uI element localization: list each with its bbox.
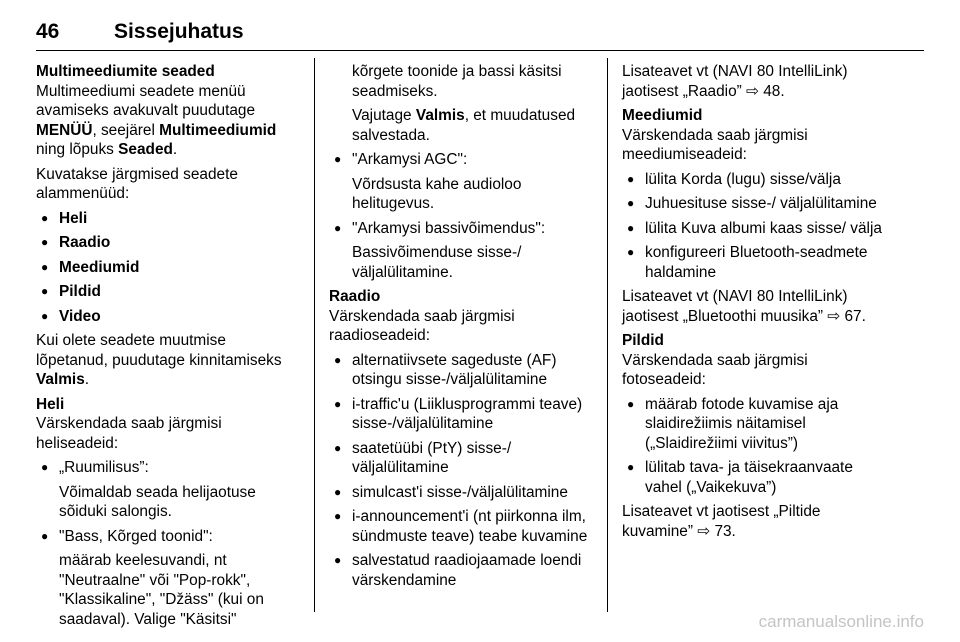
item-label: ● "Bass, Kõrged toonid": bbox=[59, 527, 213, 545]
reference-radio: Lisateavet vt (NAVI 80 IntelliLink) jaotisest „Raadio” ⇨ 48. bbox=[622, 63, 848, 100]
list-item: ● saatetüübi (PtY) sisse-/ väljalülitamine bbox=[329, 439, 597, 478]
list-item: ● i-traffic'u (Liiklusprogrammi teave) sisse-/väljalülitamine bbox=[329, 395, 597, 434]
item-label: ● "Arkamysi AGC": bbox=[352, 151, 468, 168]
section-heading-multimedia: Multimeediumite seaded bbox=[36, 63, 215, 80]
reference-bluetooth: Lisateavet vt (NAVI 80 IntelliLink) jaotisest „Bluetoothi muusika” ⇨ 67. bbox=[622, 288, 866, 325]
item-description: Võimaldab seada helijaotuse sõiduki salongis. bbox=[59, 483, 256, 520]
item-description: määrab keelesuvandi, nt "Neutraalne" või "Pop-rokk", "Klassikaline", "Džäss" (kui on saadaval). Valige "Käsitsi" bbox=[59, 552, 264, 628]
item-label: ● „Ruumilisus”: bbox=[59, 459, 149, 476]
column-1 bbox=[36, 62, 298, 634]
reference-photos: Lisateavet vt jaotisest „Piltide kuvamine” ⇨ 73. bbox=[622, 503, 821, 540]
finish-text: . bbox=[84, 371, 90, 388]
cont-text: Vajutage bbox=[352, 107, 412, 124]
list-item bbox=[329, 150, 597, 214]
list-item: ● lülita Kuva albumi kaas sisse/ välja bbox=[622, 219, 892, 239]
list-item: ● Raadio bbox=[36, 233, 298, 253]
sound-intro: Värskendada saab järgmisi heliseadeid: bbox=[36, 415, 222, 452]
photos-list bbox=[622, 395, 892, 498]
item-label: ● "Arkamysi bassivõimendus": bbox=[352, 219, 546, 237]
list-item: ● lülitab tava- ja täisekraanvaate vahel („Vaikekuva”) bbox=[622, 458, 892, 497]
column-3 bbox=[622, 62, 892, 546]
item-description: Võrdsusta kahe audioloo helitugevus. bbox=[352, 175, 522, 212]
finish-paragraph bbox=[36, 331, 298, 390]
media-intro: Värskendada saab järgmisi meediumiseadeid: bbox=[622, 126, 808, 163]
list-item: ● salvestatud raadiojaamade loendi värskendamine bbox=[329, 551, 597, 590]
list-item: ● lülita Korda (lugu) sisse/välja bbox=[622, 170, 892, 190]
list-item: ● Heli bbox=[36, 209, 298, 229]
photos-intro: Värskendada saab järgmisi fotoseadeid: bbox=[622, 351, 808, 388]
settings-term: Seaded bbox=[118, 141, 173, 158]
sound-list bbox=[36, 458, 298, 629]
intro-text: Multimeediumi seadete menüü avamiseks avakuvalt puudutage bbox=[36, 82, 256, 119]
column-divider bbox=[607, 58, 608, 612]
column-divider bbox=[314, 58, 315, 612]
list-item: ● Juhuesituse sisse-/ väljalülitamine bbox=[622, 194, 892, 214]
multimedia-term: Multimeediumid bbox=[159, 121, 277, 139]
list-item bbox=[36, 458, 298, 522]
list-item: ● Pildid bbox=[36, 282, 298, 302]
page-title: Sissejuhatus bbox=[114, 20, 244, 43]
list-item bbox=[36, 527, 298, 630]
list-item: ● i-announcement'i (nt piirkonna ilm, sündmuste teave) teabe kuvamine bbox=[329, 507, 597, 546]
page-number: 46 bbox=[36, 20, 60, 43]
section-heading-media: Meediumid bbox=[622, 107, 703, 124]
item-description: Bassivõimenduse sisse-/ väljalülitamine. bbox=[352, 244, 522, 281]
list-item: ● määrab fotode kuvamise aja slaidirežiimis näitamisel („Slaidirežiimi viivitus”) bbox=[622, 395, 892, 454]
list-item: ● alternatiivsete sageduste (AF) otsingu sisse-/väljalülitamine bbox=[329, 351, 597, 390]
submenu-list bbox=[36, 209, 298, 327]
media-list bbox=[622, 170, 892, 283]
valmis-term: Valmis bbox=[36, 371, 85, 388]
continued-text: kõrgete toonide ja bassi käsitsi seadmiseks. bbox=[352, 63, 562, 100]
list-item: ● Meediumid bbox=[36, 258, 298, 278]
valmis-term: Valmis bbox=[415, 107, 465, 124]
continued-text bbox=[329, 106, 597, 145]
watermark: carmanualsonline.info bbox=[758, 612, 924, 631]
intro-text: . bbox=[172, 141, 178, 158]
radio-list bbox=[329, 351, 597, 591]
section-heading-radio: Raadio bbox=[329, 288, 381, 305]
column-2 bbox=[329, 62, 597, 595]
list-item bbox=[329, 219, 597, 283]
menu-term: MENÜÜ bbox=[36, 121, 93, 139]
page-header bbox=[36, 22, 244, 42]
list-item: ● konfigureeri Bluetooth-seadmete haldamine bbox=[622, 243, 892, 282]
radio-intro: Värskendada saab järgmisi raadioseadeid: bbox=[329, 307, 515, 344]
header-rule bbox=[36, 50, 924, 51]
finish-text: Kui olete seadete muutmise lõpetanud, puudutage kinnitamiseks bbox=[36, 332, 282, 369]
list-item: ● simulcast'i sisse-/väljalülitamine bbox=[329, 483, 597, 503]
section-heading-photos: Pildid bbox=[622, 332, 664, 349]
list-item: ● Video bbox=[36, 307, 298, 327]
submenus-text: Kuvatakse järgmised seadete alammenüüd: bbox=[36, 165, 238, 202]
sound-list-continued bbox=[329, 150, 597, 282]
intro-text: , seejärel bbox=[92, 121, 155, 139]
section-heading-sound: Heli bbox=[36, 395, 65, 413]
intro-text: ning lõpuks bbox=[36, 141, 114, 158]
intro-paragraph bbox=[36, 82, 298, 160]
cont-text: , et muudatused salvestada. bbox=[352, 107, 576, 144]
